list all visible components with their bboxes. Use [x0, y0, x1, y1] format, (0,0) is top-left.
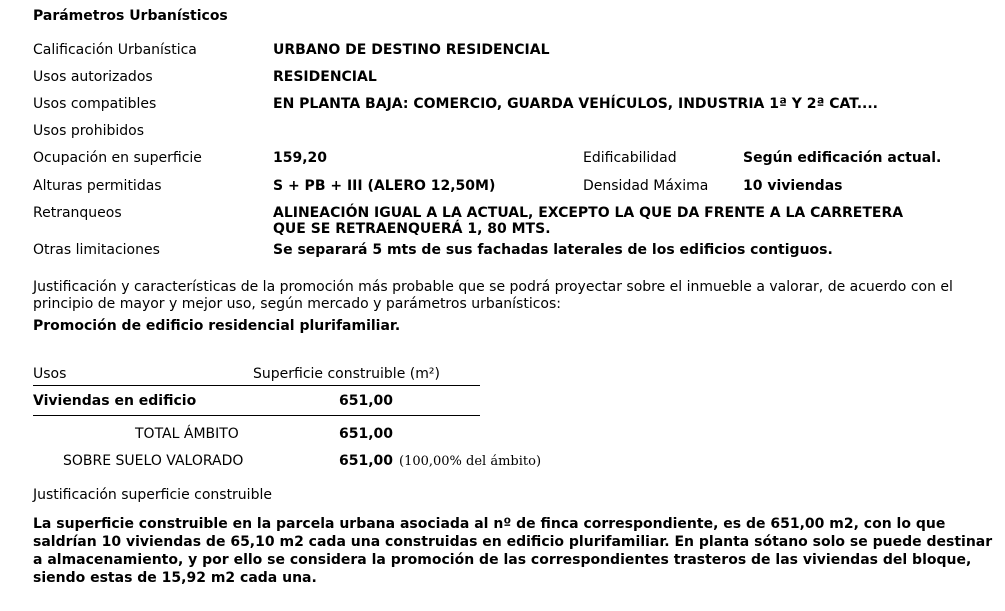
usos-compatibles-label: Usos compatibles: [33, 96, 157, 112]
section-title: Parámetros Urbanísticos: [33, 8, 228, 24]
table-row-divider: [33, 415, 480, 416]
total-ambito-value: 651,00: [339, 426, 394, 442]
col-usos-header: Usos: [33, 366, 67, 382]
alturas-label: Alturas permitidas: [33, 178, 162, 194]
table-header-divider: [33, 385, 480, 386]
superficie-just-title: Justificación superficie construible: [33, 487, 272, 503]
sobre-suelo-value: 651,00: [339, 453, 394, 469]
superficie-just-line1: La superficie construible en la parcela urbana asociada al nº de finca correspondiente, es de 651,00 m2, con lo que: [33, 516, 946, 532]
ocupacion-value: 159,20: [273, 150, 328, 166]
densidad-label: Densidad Máxima: [583, 178, 709, 194]
sobre-suelo-label: SOBRE SUELO VALORADO: [63, 453, 244, 469]
usos-autorizados-value: RESIDENCIAL: [273, 69, 377, 85]
justification-line1: Justificación y características de la promoción más probable que se podrá proyectar sobre el inmueble a valorar, de acuerdo con el: [33, 279, 953, 295]
alturas-value: S + PB + III (ALERO 12,50M): [273, 178, 496, 194]
promotion-text: Promoción de edificio residencial plurifamiliar.: [33, 318, 401, 334]
superficie-just-line4: siendo estas de 15,92 m2 cada una.: [33, 570, 317, 586]
densidad-value: 10 viviendas: [743, 178, 843, 194]
usos-autorizados-label: Usos autorizados: [33, 69, 153, 85]
total-ambito-label: TOTAL ÁMBITO: [135, 426, 239, 442]
otras-value: Se separará 5 mts de sus fachadas laterales de los edificios contiguos.: [273, 242, 833, 258]
edificabilidad-label: Edificabilidad: [583, 150, 677, 166]
usos-prohibidos-label: Usos prohibidos: [33, 123, 145, 139]
superficie-just-line2: saldrían 10 viviendas de 65,10 m2 cada una construidas en edificio plurifamiliar. En planta sótano solo se puede destinar: [33, 534, 993, 550]
otras-label: Otras limitaciones: [33, 242, 160, 258]
ocupacion-label: Ocupación en superficie: [33, 150, 202, 166]
col-superficie-header: Superficie construible (m²): [253, 366, 440, 382]
superficie-just-line3: a almacenamiento, y por ello se considera la promoción de las correspondientes trasteros de las viviendas del bloque,: [33, 552, 972, 568]
retranqueos-value-line2: QUE SE RETRAENQUERÁ 1, 80 MTS.: [273, 221, 551, 237]
row-label-viviendas: Viviendas en edificio: [33, 393, 197, 409]
retranqueos-label: Retranqueos: [33, 205, 122, 221]
edificabilidad-value: Según edificación actual.: [743, 150, 942, 166]
calificacion-label: Calificación Urbanística: [33, 42, 197, 58]
retranqueos-value-line1: ALINEACIÓN IGUAL A LA ACTUAL, EXCEPTO LA QUE DA FRENTE A LA CARRETERA: [273, 205, 904, 221]
justification-line2: principio de mayor y mejor uso, según mercado y parámetros urbanísticos:: [33, 296, 561, 312]
usos-compatibles-value: EN PLANTA BAJA: COMERCIO, GUARDA VEHÍCULOS, INDUSTRIA 1ª Y 2ª CAT....: [273, 96, 879, 112]
row-value-viviendas: 651,00: [339, 393, 394, 409]
calificacion-value: URBANO DE DESTINO RESIDENCIAL: [273, 42, 550, 58]
sobre-suelo-pct: (100,00% del ámbito): [399, 454, 542, 469]
